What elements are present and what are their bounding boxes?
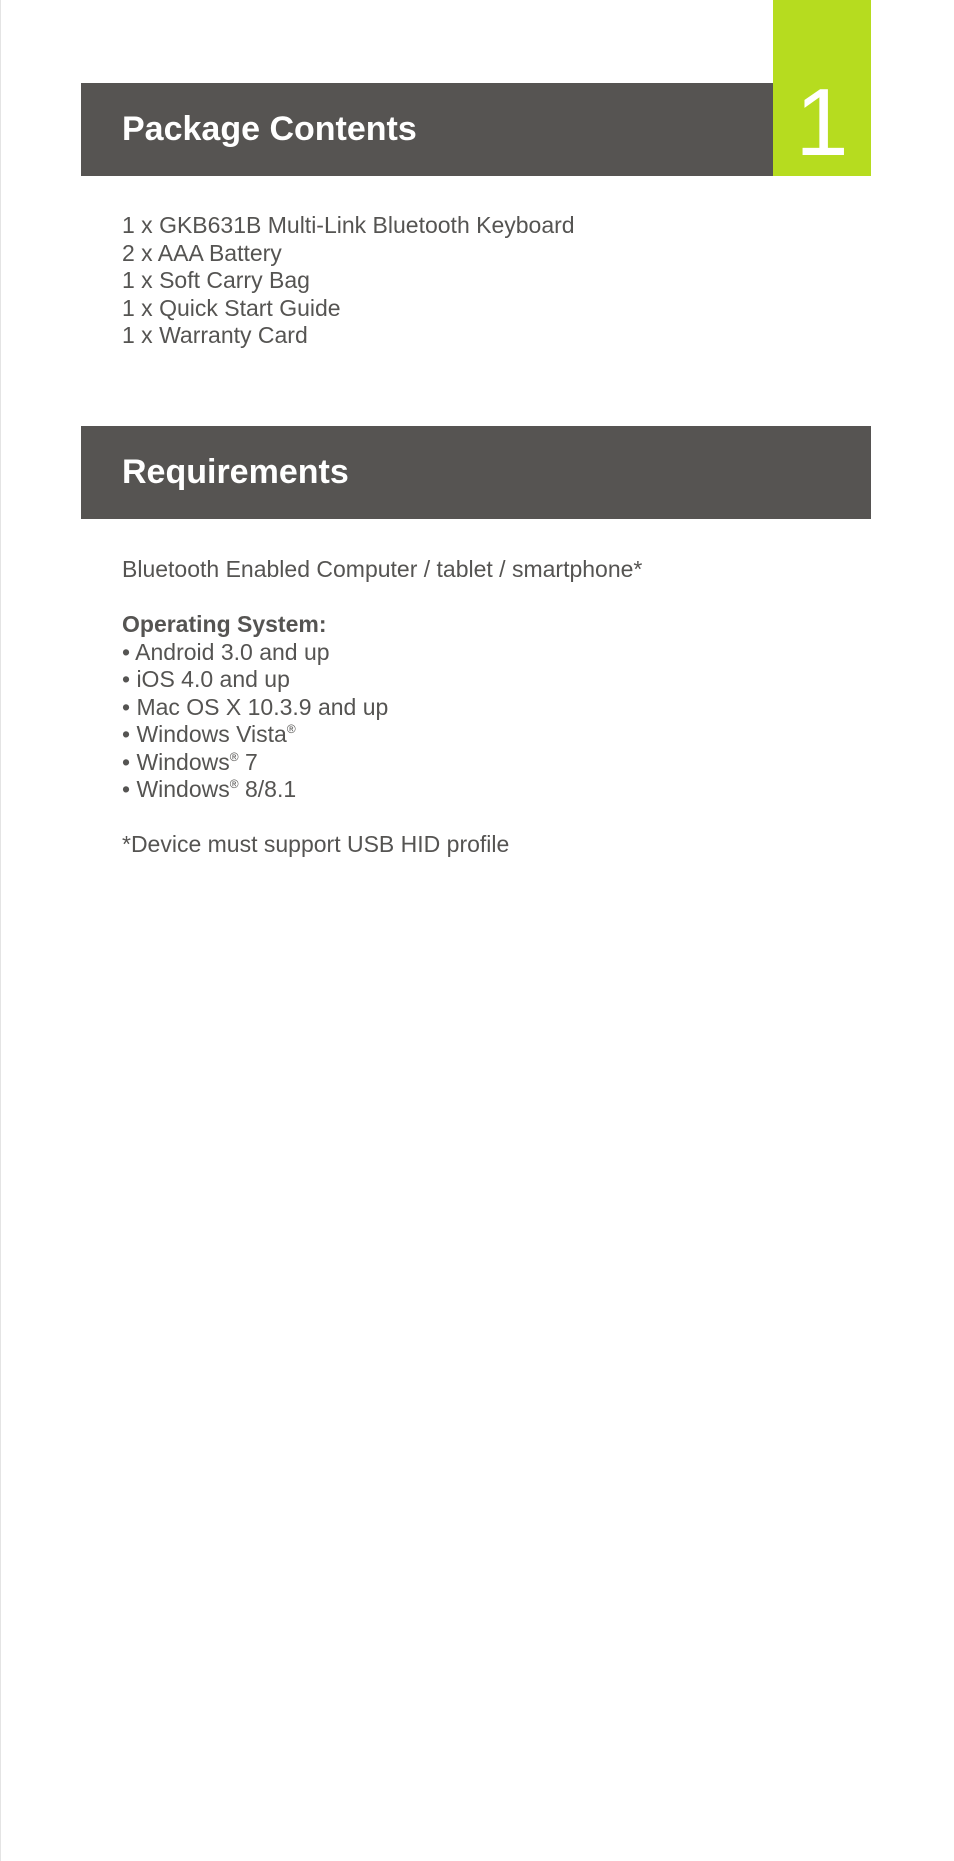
package-contents-header <box>81 83 871 176</box>
os-item <box>122 694 642 722</box>
spacer <box>122 804 642 832</box>
list-item: 2 x AAA Battery <box>122 239 282 266</box>
os-item-suffix: 7 <box>238 748 258 775</box>
os-item-text: • Mac OS X 10.3.9 and up <box>122 693 389 720</box>
footnote: *Device must support USB HID profile <box>122 831 510 857</box>
list-item: 1 x Soft Carry Bag <box>122 267 310 293</box>
os-item <box>122 721 642 749</box>
registered-mark: ® <box>286 722 296 736</box>
requirements-content <box>122 556 642 859</box>
os-item-text: • iOS 4.0 and up <box>122 666 290 692</box>
os-item-text: • Windows Vista <box>122 721 287 747</box>
os-item <box>122 776 642 804</box>
requirements-header <box>81 426 871 519</box>
os-item-text: • Android 3.0 and up <box>122 638 330 665</box>
os-item <box>122 639 642 667</box>
os-item <box>122 666 642 694</box>
page-edge <box>0 0 1 1861</box>
requirements-title: Requirements <box>122 453 349 491</box>
registered-mark: ® <box>229 777 239 791</box>
os-item-text: • Windows <box>122 748 230 775</box>
list-item: 1 x GKB631B Multi-Link Bluetooth Keyboard <box>122 212 575 238</box>
os-item-text: • Windows <box>122 776 230 802</box>
page-number-tab <box>773 0 871 176</box>
package-contents-list <box>122 212 575 350</box>
list-item: 1 x Quick Start Guide <box>122 294 341 321</box>
os-heading: Operating System: <box>122 611 327 637</box>
os-item <box>122 749 642 777</box>
package-contents-title: Package Contents <box>122 110 417 148</box>
page-number: 1 <box>795 69 849 176</box>
registered-mark: ® <box>229 749 239 764</box>
os-item-suffix: 8/8.1 <box>238 776 297 802</box>
device-requirement: Bluetooth Enabled Computer / tablet / smartphone* <box>122 556 643 582</box>
spacer <box>122 584 642 612</box>
list-item: 1 x Warranty Card <box>122 322 308 348</box>
